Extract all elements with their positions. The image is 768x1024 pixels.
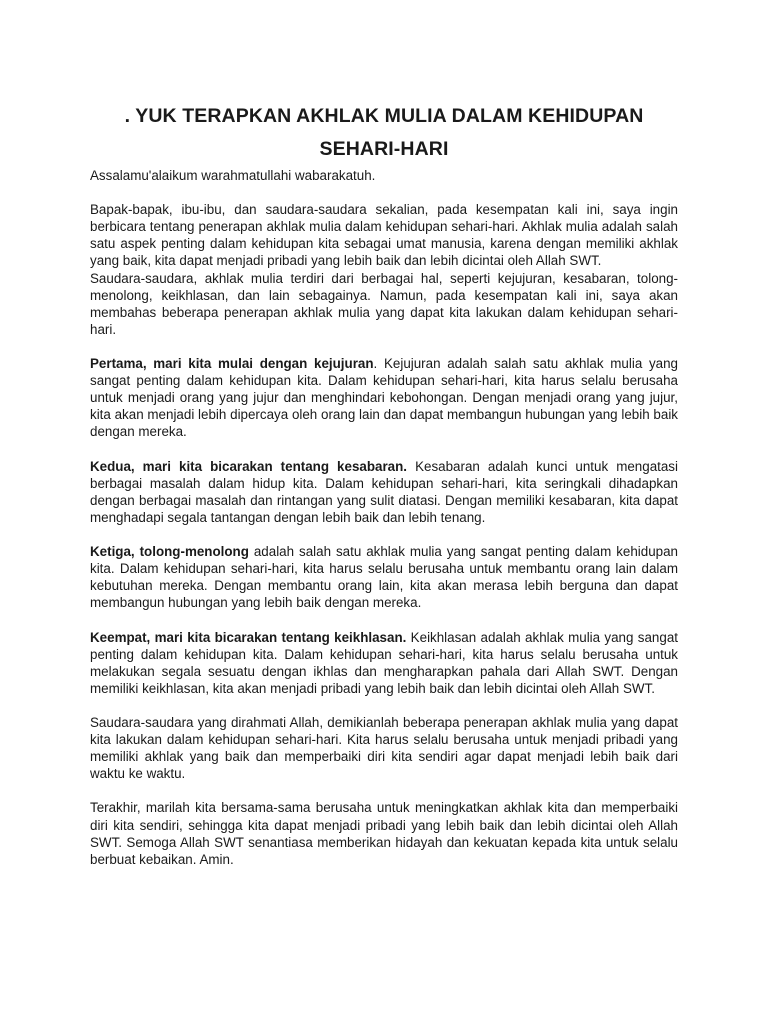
point-2-text: Kesabaran adalah kunci untuk mengatasi berbagai masalah dalam hidup kita. Dalam kehidupan sehari-hari, kita seringkali dihadapkan dengan berbagai masalah dan rintangan yang sulit diatasi. Dengan memiliki kesabaran, kita dapat menghadapi segala tantangan dengan lebih baik dan lebih tenang.	[90, 458, 678, 525]
title-line-2: SEHARI-HARI	[319, 138, 449, 160]
closing-paragraph: Terakhir, marilah kita bersama-sama berusaha untuk meningkatkan akhlak kita dan memperbaiki diri kita sendiri, sehingga kita dapat menjadi pribadi yang lebih baik dan lebih dicintai oleh Allah SWT. Semoga Allah SWT senantiasa memberikan hidayah dan kekuatan kepada kita untuk selalu berbuat kebaikan. Amin.	[90, 800, 678, 867]
point-4-text: Keikhlasan adalah akhlak mulia yang sangat penting dalam kehidupan kita. Dalam kehidupan sehari-hari, kita harus selalu berusaha untuk melakukan segala sesuatu dengan ikhlas dan mengharapkan pahala dari Allah SWT. Dengan memiliki keikhlasan, kita akan menjadi pribadi yang lebih baik dan lebih dicintai oleh Allah SWT.	[90, 629, 678, 696]
point-paragraph-1	[90, 355, 678, 440]
document-page	[90, 100, 678, 868]
point-4-lead: Keempat, mari kita bicarakan tentang keikhlasan.	[90, 629, 407, 645]
point-paragraph-2	[90, 458, 678, 526]
point-paragraph-4	[90, 629, 678, 697]
intro-paragraph-1: Bapak-bapak, ibu-ibu, dan saudara-saudara sekalian, pada kesempatan kali ini, saya ingin berbicara tentang penerapan akhlak mulia dalam kehidupan sehari-hari. Akhlak mulia adalah salah satu aspek penting dalam kehidupan kita sebagai umat manusia, karena dengan memiliki akhlak yang baik, kita dapat menjadi pribadi yang lebih baik dan lebih dicintai oleh Allah SWT.	[90, 202, 678, 269]
point-1-text: . Kejujuran adalah salah satu akhlak mulia yang sangat penting dalam kehidupan kita. Dalam kehidupan sehari-hari, kita harus selalu berusaha untuk menjadi orang yang jujur dan menghindari kebohongan. Dengan menjadi orang yang jujur, kita akan menjadi lebih dipercaya oleh orang lain dan dapat membangun hubungan yang lebih baik dengan mereka.	[90, 356, 678, 440]
greeting-paragraph: Assalamu'alaikum warahmatullahi wabarakatuh.	[90, 168, 376, 183]
point-paragraph-3	[90, 543, 678, 611]
title-line-1: . YUK TERAPKAN AKHLAK MULIA DALAM KEHIDUPAN	[124, 105, 644, 127]
intro-paragraph-2: Saudara-saudara, akhlak mulia terdiri dari berbagai hal, seperti kejujuran, kesabaran, tolong-menolong, keikhlasan, dan lain sebagainya. Namun, pada kesempatan kali ini, saya akan membahas beberapa penerapan akhlak mulia yang dapat kita lakukan dalam kehidupan sehari-hari.	[90, 270, 678, 337]
document-title	[90, 100, 678, 166]
summary-paragraph: Saudara-saudara yang dirahmati Allah, demikianlah beberapa penerapan akhlak mulia yang dapat kita lakukan dalam kehidupan sehari-hari. Kita harus selalu berusaha untuk menjadi pribadi yang memiliki akhlak yang baik dan memperbaiki diri kita sendiri agar dapat menjadi lebih baik dari waktu ke waktu.	[90, 715, 678, 782]
point-1-lead: Pertama, mari kita mulai dengan kejujuran	[90, 356, 374, 372]
point-3-lead: Ketiga, tolong-menolong	[90, 544, 249, 560]
point-3-text: adalah salah satu akhlak mulia yang sangat penting dalam kehidupan kita. Dalam kehidupan sehari-hari, kita harus selalu berusaha untuk membantu orang lain dalam kebutuhan mereka. Dengan membantu orang lain, kita akan merasa lebih berguna dan dapat membangun hubungan yang lebih baik dengan mereka.	[90, 544, 678, 611]
point-2-lead: Kedua, mari kita bicarakan tentang kesabaran.	[90, 458, 408, 474]
